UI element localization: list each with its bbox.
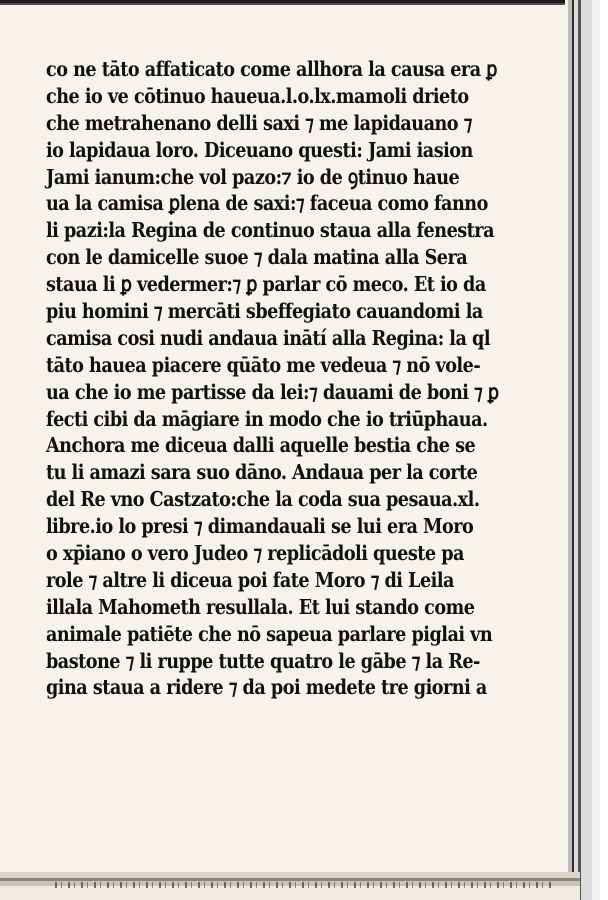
binding-edge [568,0,608,900]
text-line: con le damicelle suoe ⁊ dala matina alla Sera [46,245,468,270]
text-line: role ⁊ altre li diceua poi fate Moro ⁊ di Leila [46,567,454,592]
text-line: camisa cosi nudi andaua inātí alla Regina: la ql [46,325,491,350]
text-line: Anchora me diceua dalli aquelle bestia che se [46,433,476,458]
text-line: libre.io lo presi ⁊ dimandauali se lui era Moro [46,514,474,539]
text-line: animale patiēte che nō sapeua parlare piglai vn [46,621,493,646]
text-block [46,56,556,701]
text-line: fecti cibi da māgiare in modo che io triūphaua. [46,406,488,431]
text-line: gina staua a ridere ⁊ da poi medete tre giorni a [46,675,487,700]
text-line: tu li amazi sara suo dāno. Andaua per la corte [46,460,478,485]
text-line: che io ve cōtinuo haueua.l.o.lx.mamoli drieto [46,83,469,108]
page-bottom-edge [0,872,580,900]
page-bottom-speckle [55,882,555,888]
text-line: co ne tāto affaticato come allhora la causa era ꝑ [46,57,497,81]
text-line: del Re vno Castzato:che la coda sua pesaua.xl. [46,487,480,512]
text-line: bastone ⁊ li ruppe tutte quatro le gābe ⁊ la Re- [46,648,480,673]
text-line: o xp̄iano o vero Judeo ⁊ replicādoli queste pa [46,541,464,566]
text-line: staua li ꝑ vedermer:⁊ ꝑ parlar cō meco. Et io da [46,272,486,297]
text-line: piu homini ⁊ mercāti sbeffegiato cauandomi la [46,299,483,324]
text-line: li pazi:la Regina de continuo staua alla fenestra [46,218,494,243]
text-line: che metrahenano delli saxi ⁊ me lapidauano ⁊ [46,110,472,135]
text-line: ua la camisa ꝑlena de saxi:⁊ faceua como fanno [46,191,488,216]
text-line: illala Mahometh resullala. Et lui stando come [46,594,475,619]
page-top-edge [0,0,565,8]
text-line: tāto hauea piacere qūāto me vedeua ⁊ nō vole- [46,352,481,377]
text-line: ua che io me partisse da lei:⁊ dauami de boni ⁊ ꝑ [46,379,499,404]
binding-fold [578,0,581,900]
text-line: Jami ianum:che vol pazo:⁊ io de ꝯtinuo haue [46,164,460,189]
text-line: io lapidaua loro. Diceuano questi: Jami iasion [46,137,473,162]
